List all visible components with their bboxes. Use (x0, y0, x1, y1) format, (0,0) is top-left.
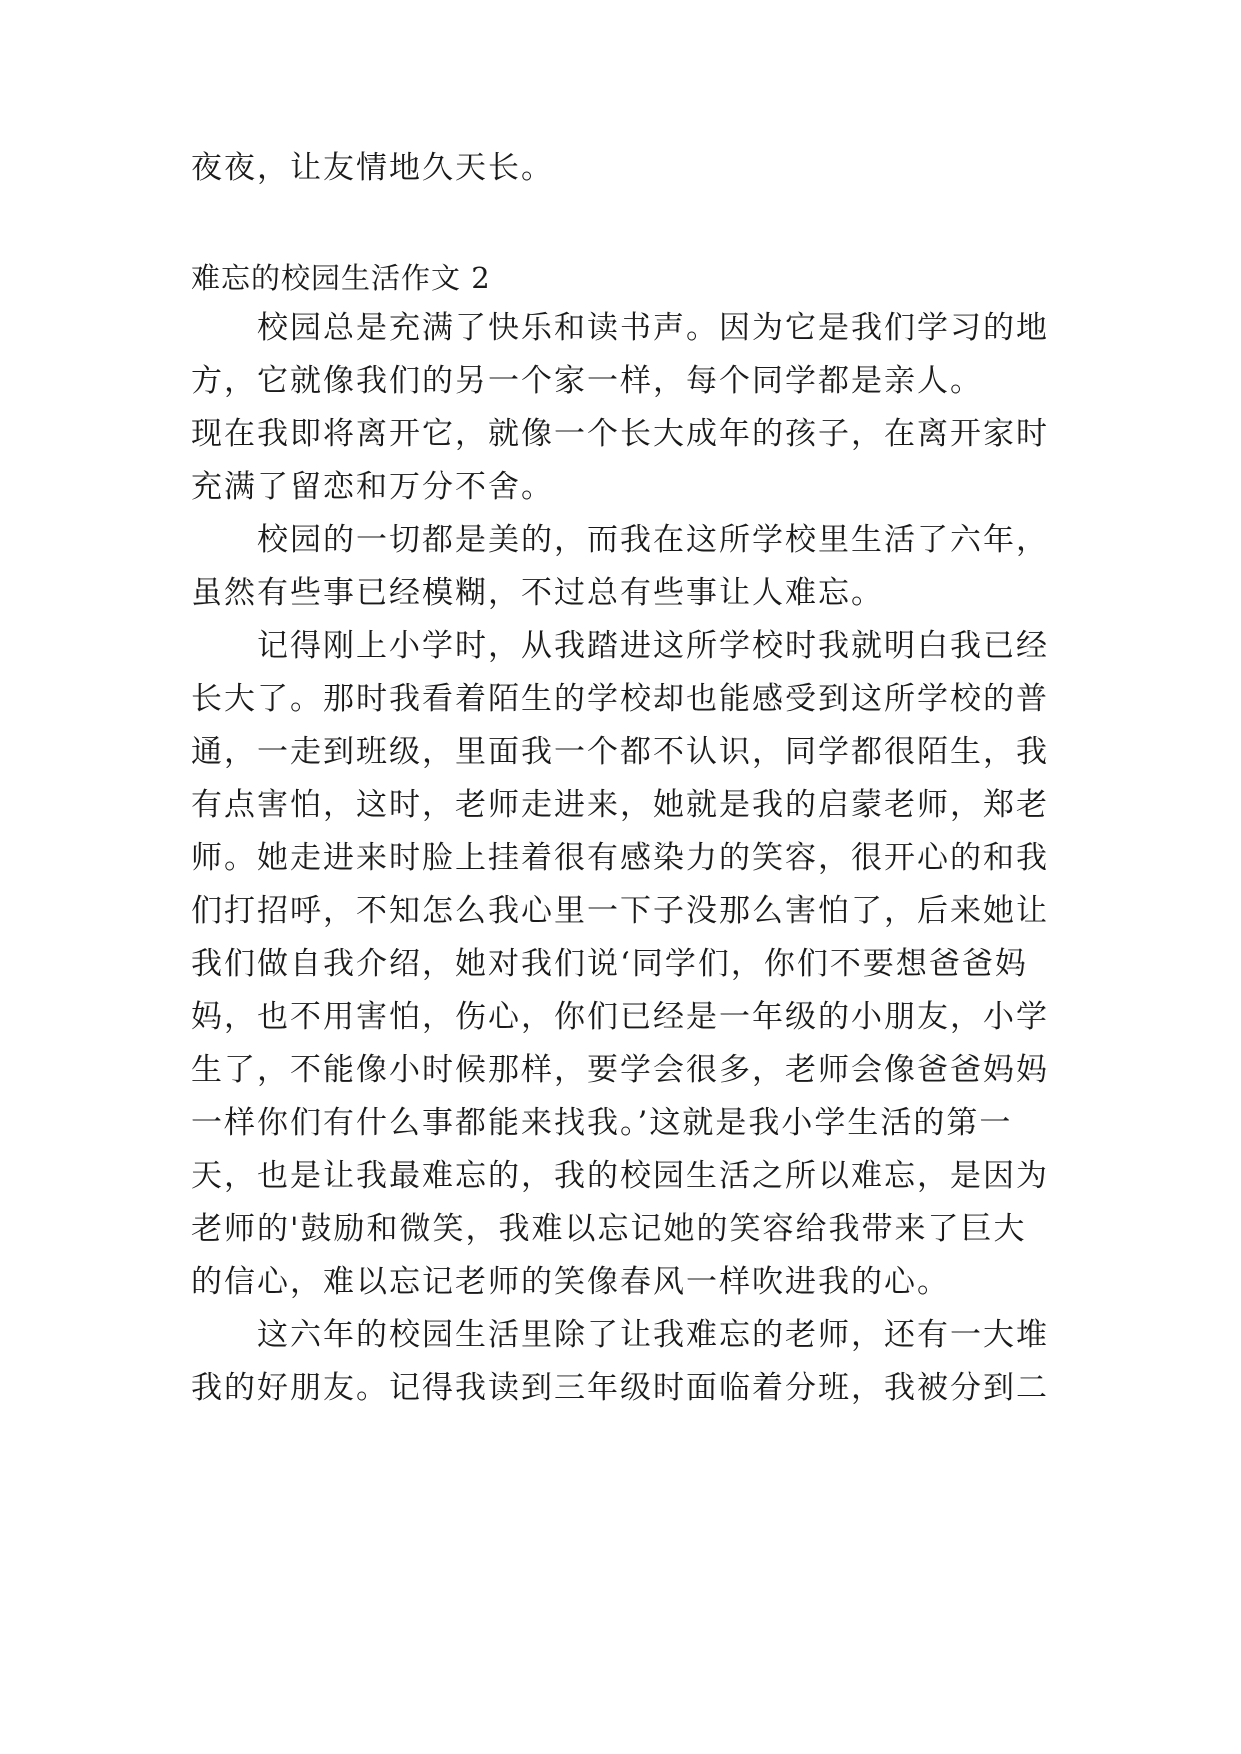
paragraph-2-line-2: 虽然有些事已经模糊，不过总有些事让人难忘。 (191, 575, 884, 611)
paragraph-1-line-3: 现在我即将离开它，就像一个长大成年的孩子，在离开家时 (191, 416, 1049, 452)
paragraph-3-line-12: 老师的'鼓励和微笑，我难以忘记她的笑容给我带来了巨大 (191, 1211, 1027, 1247)
paragraph-4-line-1: 这六年的校园生活里除了让我难忘的老师，还有一大堆 (191, 1317, 1049, 1353)
paragraph-3-line-2: 长大了。那时我看着陌生的学校却也能感受到这所学校的普 (191, 681, 1049, 717)
paragraph-3-line-1: 记得刚上小学时，从我踏进这所学校时我就明白我已经 (191, 628, 1049, 664)
paragraph-3-line-9: 生了，不能像小时候那样，要学会很多，老师会像爸爸妈妈 (191, 1052, 1049, 1088)
paragraph-2-line-1: 校园的一切都是美的，而我在这所学校里生活了六年， (191, 522, 1049, 558)
paragraph-1-line-1: 校园总是充满了快乐和读书声。因为它是我们学习的地 (191, 310, 1049, 346)
paragraph-3-line-4: 有点害怕，这时，老师走进来，她就是我的启蒙老师，郑老 (191, 787, 1049, 823)
paragraph-3-line-3: 通，一走到班级，里面我一个都不认识，同学都很陌生，我 (191, 734, 1049, 770)
paragraph-1-line-4: 充满了留恋和万分不舍。 (191, 469, 554, 505)
essay-title: 难忘的校园生活作文 2 (191, 261, 491, 295)
paragraph-3-line-5: 师。她走进来时脸上挂着很有感染力的笑容，很开心的和我 (191, 840, 1049, 876)
paragraph-1-line-2: 方，它就像我们的另一个家一样，每个同学都是亲人。 (191, 363, 983, 399)
paragraph-3-line-7: 我们做自我介绍，她对我们说‘同学们，你们不要想爸爸妈 (191, 946, 1028, 982)
paragraph-3-line-8: 妈，也不用害怕，伤心，你们已经是一年级的小朋友，小学 (191, 999, 1049, 1035)
paragraph-3-line-13: 的信心，难以忘记老师的笑像春风一样吹进我的心。 (191, 1264, 950, 1300)
paragraph-3-line-11: 天，也是让我最难忘的，我的校园生活之所以难忘，是因为 (191, 1158, 1049, 1194)
carry-over-line: 夜夜，让友情地久天长。 (191, 150, 554, 186)
paragraph-3-line-10: 一样你们有什么事都能来找我。’这就是我小学生活的第一 (191, 1105, 1013, 1141)
paragraph-4-line-2: 我的好朋友。记得我读到三年级时面临着分班，我被分到二 (191, 1370, 1049, 1406)
paragraph-3-line-6: 们打招呼，不知怎么我心里一下子没那么害怕了，后来她让 (191, 893, 1049, 929)
